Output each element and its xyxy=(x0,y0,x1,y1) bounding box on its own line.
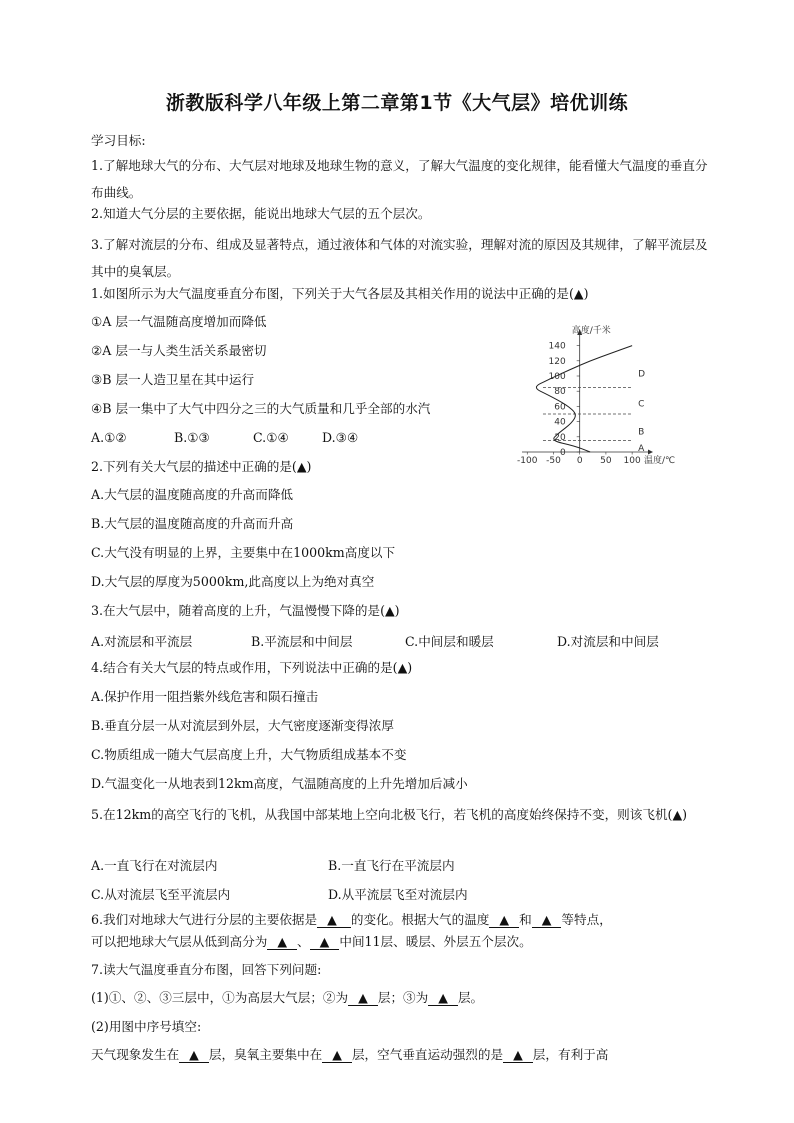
q2-option-c: C.大气没有明显的上界，主要集中在1000km高度以下 xyxy=(91,545,396,560)
q4-option-b: B.垂直分层一从对流层到外层，大气密度逐渐变得浓厚 xyxy=(91,718,394,733)
blank-marker: ▲ xyxy=(513,1047,523,1062)
blank-marker: ▲ xyxy=(438,990,448,1005)
q2-option-a: A.大气层的温度随高度的升高而降低 xyxy=(91,487,294,502)
q7-text: 层，有利于高 xyxy=(532,1047,609,1062)
q1-option-d: D.③④ xyxy=(322,430,359,445)
q7-text: 层，空气垂直运动强烈的是 xyxy=(351,1047,504,1062)
q6-blank-temperature xyxy=(489,912,519,928)
x-axis-label: 温度/℃ xyxy=(644,456,676,466)
layer-label: C xyxy=(638,399,645,410)
q6-text: 6.我们对地球大气进行分层的主要依据是 xyxy=(91,912,318,927)
q6-blank-feature xyxy=(532,912,562,928)
q4-option-c: C.物质组成一随大气层高度上升，大气物质组成基本不变 xyxy=(91,747,407,762)
q5-option-d: D.从平流层飞至对流层内 xyxy=(328,887,468,902)
q7-blank-layer-3 xyxy=(428,990,458,1006)
y-tick-label: 0 xyxy=(559,448,566,458)
q7-text: 层，臭氧主要集中在 xyxy=(208,1047,323,1062)
q1-stem: 1.如图所示为大气温度垂直分布图，下列关于大气各层及其相关作用的说法中正确的是(▲) xyxy=(91,286,589,301)
q3-option-a: A.对流层和平流层 xyxy=(91,634,193,649)
objective-1: 1.了解地球大气的分布、大气层对地球及地球生物的意义，了解大气温度的变化规律，能看懂大气温度的垂直分布曲线。 xyxy=(91,158,708,200)
q6-text: 等特点， xyxy=(561,912,612,927)
q6-text: 和 xyxy=(519,912,532,927)
q7-stem: 7.读大气温度垂直分布图，回答下列问题: xyxy=(91,962,322,977)
q1-statement-4: ④B 层一集中了大气中四分之三的大气质量和几乎全部的水汽 xyxy=(91,401,431,416)
y-tick-label: 20 xyxy=(554,432,566,443)
q6-blank-basis xyxy=(317,912,351,928)
q4-option-d: D.气温变化一从地表到12km高度，气温随高度的上升先增加后减小 xyxy=(91,776,468,791)
layer-label: B xyxy=(638,427,645,438)
blank-marker: ▲ xyxy=(358,990,368,1005)
q7-sub-2: (2)用图中序号填空: xyxy=(91,1019,202,1034)
y-tick-label: 140 xyxy=(548,341,566,352)
objective-3: 3.了解对流层的分布、组成及显著特点，通过液体和气体的对流实验，理解对流的原因及其规律，了解平流层及其中的臭氧层。 xyxy=(91,237,708,279)
q1-option-c: C.①④ xyxy=(253,430,289,445)
q7-text: 层。 xyxy=(457,990,484,1005)
q7-text: (1)①、②、③三层中，①为高层大气层；②为 xyxy=(91,990,349,1005)
q2-option-d: D.大气层的厚度为5000km,此高度以上为绝对真空 xyxy=(91,574,375,589)
q7-blank-layer-2 xyxy=(348,990,378,1006)
q7-text: 天气现象发生在 xyxy=(91,1047,180,1062)
blank-marker: ▲ xyxy=(541,912,552,927)
q6-text: 中间11层、暖层、外层五个层次。 xyxy=(339,934,532,949)
blank-marker: ▲ xyxy=(189,1047,199,1062)
temperature-profile-chart xyxy=(490,322,676,468)
q3-option-d: D.对流层和中间层 xyxy=(557,634,659,649)
q1-option-b: B.①③ xyxy=(174,430,210,445)
q6-line-2 xyxy=(91,934,532,950)
objectives-heading: 学习目标: xyxy=(91,133,146,148)
q2-option-b: B.大气层的温度随高度的升高而升高 xyxy=(91,516,294,531)
y-tick-label: 100 xyxy=(548,372,566,382)
q7-blank-weather xyxy=(179,1047,209,1063)
x-tick-label: -50 xyxy=(546,456,561,466)
q3-stem: 3.在大气层中，随着高度的上升，气温慢慢下降的是(▲) xyxy=(91,603,400,618)
x-tick-label: 100 xyxy=(623,456,641,466)
q1-statement-3: ③B 层一人造卫星在其中运行 xyxy=(91,372,255,387)
q6-blank-layer-2 xyxy=(310,934,340,950)
q6-text: 、 xyxy=(297,934,310,949)
x-axis-arrow xyxy=(648,450,653,455)
q3-option-b: B.平流层和中间层 xyxy=(251,634,353,649)
y-tick-label: 80 xyxy=(554,387,566,398)
blank-marker: ▲ xyxy=(332,1047,342,1062)
blank-marker: ▲ xyxy=(327,912,337,927)
y-tick-label: 120 xyxy=(548,356,566,367)
q6-blank-layer-1 xyxy=(267,934,297,950)
q6-text: 可以把地球大气层从低到高分为 xyxy=(91,934,268,949)
q6-line-1 xyxy=(91,912,612,928)
blank-marker: ▲ xyxy=(499,912,510,927)
q5-stem: 5.在12km的高空飞行的飞机，从我国中部某地上空向北极飞行，若飞机的高度始终保持不变，则该飞机(▲) xyxy=(91,807,688,822)
q7-blank-convection xyxy=(503,1047,533,1063)
x-tick-label: 50 xyxy=(600,456,612,466)
q5-option-c: C.从对流层飞至平流层内 xyxy=(91,887,231,902)
q7-blank-ozone xyxy=(322,1047,352,1063)
x-tick-label: -100 xyxy=(517,456,538,466)
blank-marker: ▲ xyxy=(319,934,330,949)
q4-option-a: A.保护作用一阻挡紫外线危害和陨石撞击 xyxy=(91,689,319,704)
objective-2: 2.知道大气分层的主要依据，能说出地球大气层的五个层次。 xyxy=(91,206,431,221)
y-tick-label: 40 xyxy=(554,417,566,428)
q1-statement-1: ①A 层一气温随高度增加而降低 xyxy=(91,314,267,329)
y-tick-label: 60 xyxy=(554,402,566,413)
q4-stem: 4.结合有关大气层的特点或作用，下列说法中正确的是(▲) xyxy=(91,660,413,675)
q7-sub-1 xyxy=(91,990,483,1006)
q5-option-b: B.一直飞行在平流层内 xyxy=(328,858,455,873)
q3-option-c: C.中间层和暖层 xyxy=(405,634,494,649)
q5-option-a: A.一直飞行在对流层内 xyxy=(91,858,218,873)
page-title: 浙教版科学八年级上第二章第1节《大气层》培优训练 xyxy=(165,92,629,114)
layer-label: D xyxy=(638,369,646,380)
layer-label: A xyxy=(638,444,645,455)
q1-option-a: A.①② xyxy=(91,430,127,445)
q7-sub-3 xyxy=(91,1047,608,1063)
q6-text: 的变化。根据大气的温度 xyxy=(350,912,490,927)
x-tick-label: 0 xyxy=(576,456,583,466)
q2-stem: 2.下列有关大气层的描述中正确的是(▲) xyxy=(91,459,312,474)
y-axis-label: 高度/千米 xyxy=(571,326,611,336)
q7-text: 层；③为 xyxy=(377,990,429,1005)
blank-marker: ▲ xyxy=(277,934,288,949)
q1-statement-2: ②A 层一与人类生活关系最密切 xyxy=(91,343,267,358)
